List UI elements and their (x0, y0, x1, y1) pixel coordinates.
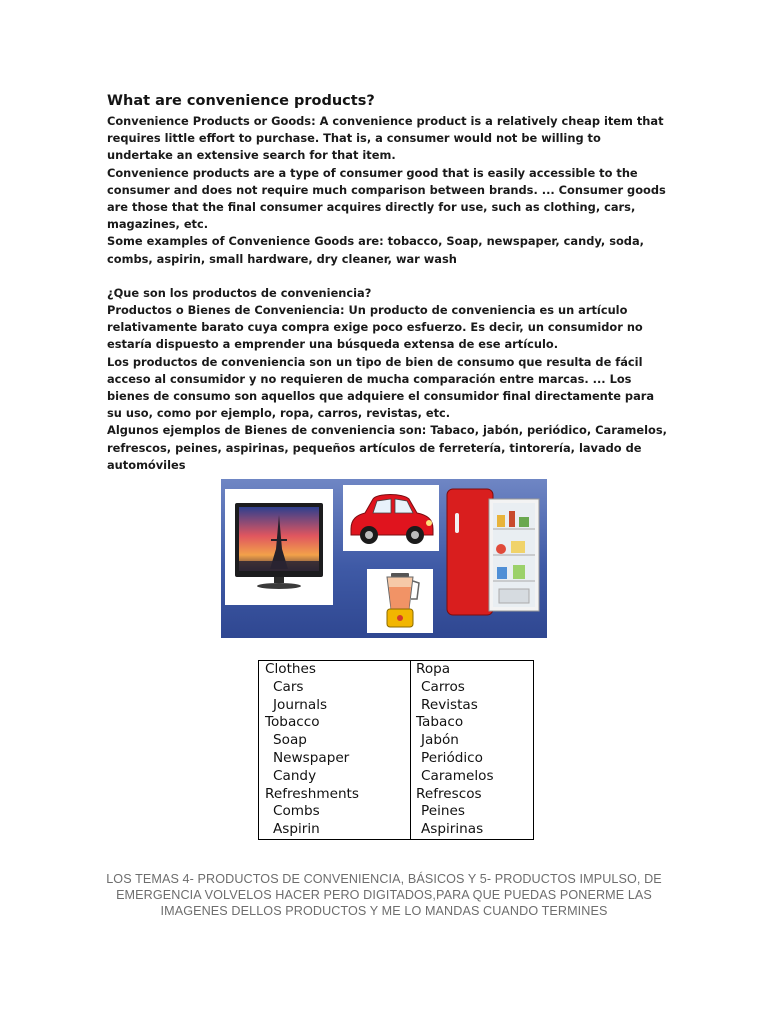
document-body (107, 93, 667, 474)
english-paragraph-1: Convenience Products or Goods: A convenience product is a relatively cheap item that requires little effort to purchase. That is, a consumer would not be willing to undertake an extensive search for that item. (107, 114, 664, 163)
paragraph-spacer (107, 268, 667, 285)
english-term-cell: Newspaper (273, 749, 350, 766)
spanish-term-cell: Refrescos (416, 785, 482, 802)
car-tile (343, 485, 439, 551)
english-term-cell: Aspirin (273, 821, 320, 838)
spanish-term-cell: Periódico (421, 749, 483, 766)
assignment-instructions: LOS TEMAS 4- PRODUCTOS DE CONVENIENCIA, BÁSICOS Y 5- PRODUCTOS IMPULSO, DE EMERGENCIA VOLVELOS HACER PERO DIGITADOS,PARA QUE PUEDAS PONERME LAS IMAGENES DELLOS PRODUCTOS Y ME LO MANDAS CUANDO TERMINES (106, 872, 662, 918)
products-illustration (221, 479, 547, 638)
spanish-term-cell: Revistas (421, 696, 478, 713)
spanish-question: ¿Que son los productos de conveniencia? (107, 285, 372, 300)
spanish-column (411, 661, 533, 839)
english-paragraph-3: Some examples of Convenience Goods are: tobacco, Soap, newspaper, candy, soda, combs, aspirin, small hardware, dry cleaner, war wash (107, 234, 644, 266)
refrigerator-icon (443, 485, 543, 619)
english-term-cell: Soap (273, 732, 307, 749)
english-term-cell: Tobacco (265, 714, 320, 731)
red-car-icon (343, 485, 439, 551)
spanish-paragraph-1: Productos o Bienes de Conveniencia: Un producto de conveniencia es un artículo relativamente barato cuya compra exige poco esfuerzo. Es decir, un consumidor no estaría dispuesto a emprender una búsqueda extensa de ese artículo. (107, 303, 643, 352)
spanish-term-cell: Aspirinas (421, 821, 484, 838)
spanish-paragraph-3: Algunos ejemplos de Bienes de conveniencia son: Tabaco, jabón, periódico, Caramelos, refrescos, peines, aspirinas, pequeños artículos de ferretería, tintorería, lavado de automóviles (107, 423, 667, 472)
english-term-cell: Cars (273, 678, 304, 695)
english-term-cell: Clothes (265, 661, 316, 677)
english-term-cell: Journals (273, 696, 328, 713)
english-term-cell: Combs (273, 803, 320, 820)
english-column (259, 661, 411, 839)
spanish-term-cell: Ropa (416, 661, 451, 677)
blender-tile (367, 569, 433, 633)
english-paragraph-2: Convenience products are a type of consumer good that is easily accessible to the consumer and does not require much comparison between brands. ... Consumer goods are those that the final consumer acquires directly for use, such as clothing, cars, magazines, etc. (107, 165, 666, 232)
television-icon (225, 489, 333, 605)
vocabulary-table (258, 660, 534, 840)
spanish-term-cell: Jabón (421, 732, 459, 749)
page-title: What are convenience products? (107, 93, 375, 109)
blender-icon (367, 569, 433, 633)
spanish-paragraph-2: Los productos de conveniencia son un tipo de bien de consumo que resulta de fácil acceso al consumidor y no requieren de mucha comparación entre marcas. ... Los bienes de consumo son aquellos que adquiere el consumidor final directamente para su uso, como por ejemplo, ropa, carros, revistas, etc. (107, 354, 655, 421)
spanish-term-cell: Carros (421, 678, 465, 695)
spanish-term-cell: Caramelos (421, 767, 494, 784)
english-term-cell: Refreshments (265, 785, 359, 802)
refrigerator-tile (443, 485, 543, 619)
spanish-term-cell: Tabaco (416, 714, 464, 731)
english-term-cell: Candy (273, 767, 317, 784)
television-tile (225, 489, 333, 605)
spanish-term-cell: Peines (421, 803, 465, 820)
